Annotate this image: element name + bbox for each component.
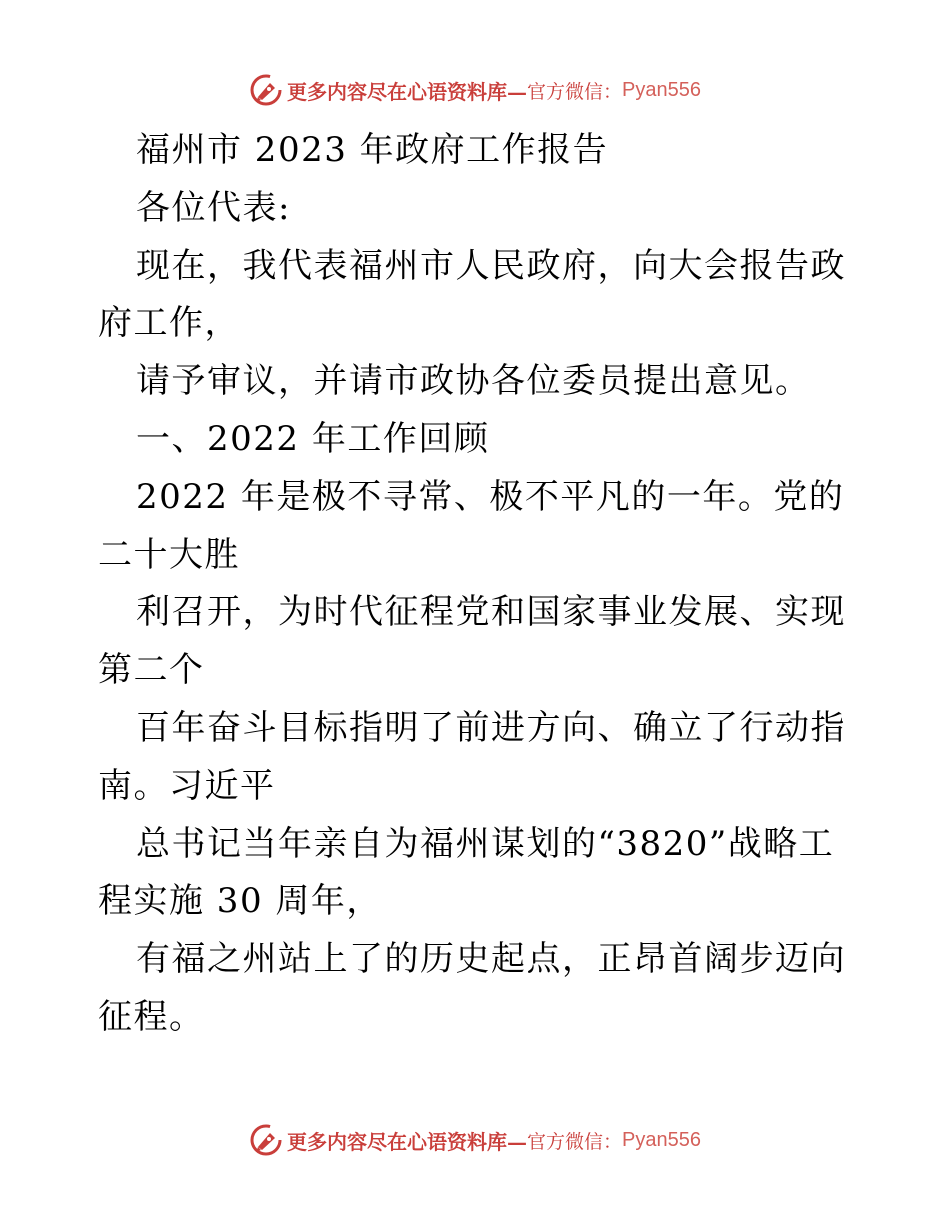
watermark-wechat-id: Pyan556: [622, 1128, 701, 1151]
section-heading: 一、2022 年工作回顾: [136, 418, 490, 459]
watermark-wechat-label: 官方微信：: [527, 80, 623, 103]
paragraph: 百年奋斗目标指明了前进方向、确立了行动指南。习近平: [98, 707, 846, 806]
pen-nib-logo-icon: [249, 73, 283, 107]
paragraph: 2022 年是极不寻常、极不平凡的一年。党的二十大胜: [98, 476, 845, 575]
document-title: 福州市 2023 年政府工作报告: [136, 130, 609, 170]
watermark-footer: [0, 1120, 950, 1160]
paragraph: 现在，我代表福州市人民政府，向大会报告政府工作，: [98, 245, 846, 344]
paragraph: 有福之州站上了的历史起点，正昂首阔步迈向征程。: [98, 939, 846, 1037]
pen-nib-logo-icon: [249, 1123, 283, 1157]
paragraph: 请予审议，并请市政协各位委员提出意见。: [136, 361, 811, 402]
watermark-main-text: 更多内容尽在心语资料库—: [287, 1129, 527, 1154]
paragraph: 利召开，为时代征程党和国家事业发展、实现第二个: [98, 592, 846, 691]
paragraph: 总书记当年亲自为福州谋划的“3820”战略工程实施 30 周年，: [98, 823, 835, 922]
salutation: 各位代表:: [136, 187, 291, 228]
watermark-wechat-label: 官方微信：: [527, 1130, 623, 1153]
document-body: [98, 122, 858, 1047]
watermark-header: [0, 70, 950, 110]
watermark-main-text: 更多内容尽在心语资料库—: [287, 79, 527, 104]
watermark-wechat-id: Pyan556: [622, 78, 701, 101]
